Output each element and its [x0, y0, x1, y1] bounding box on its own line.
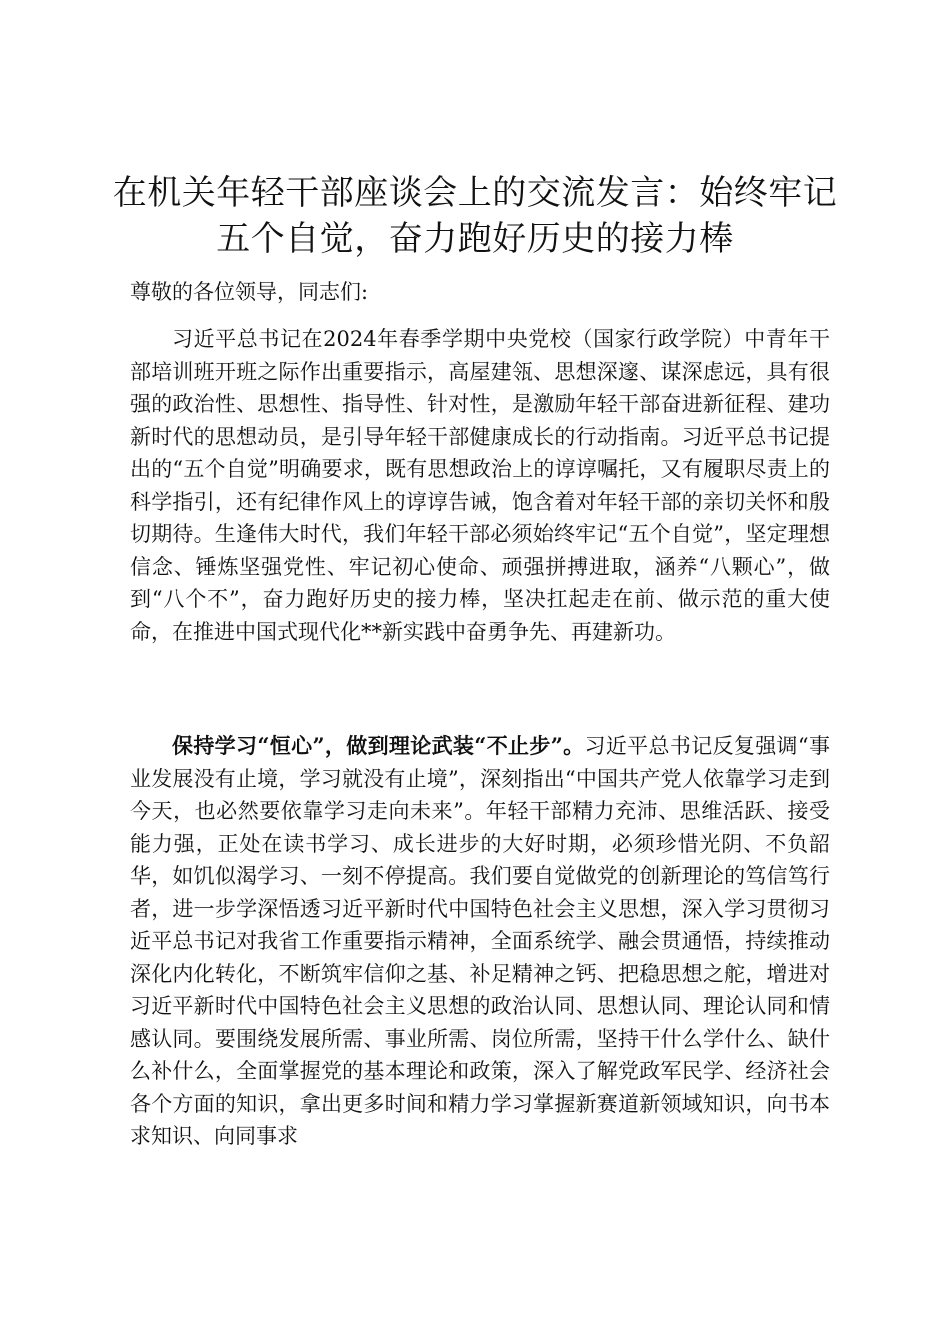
paragraph-intro	[130, 323, 830, 648]
paragraph-text: 习近平总书记在2024年春季学期中央党校（国家行政学院）中青年干部培训班开班之际作出重要指示，高屋建瓴、思想深邃、谋深虑远，具有很强的政治性、思想性、指导性、针对性，是激励年轻干部奋进新征程、建功新时代的思想动员，是引导年轻干部健康成长的行动指南。习近平总书记提出的“五个自觉”明确要求，既有思想政治上的谆谆嘱托，又有履职尽责上的科学指引，还有纪律作风上的谆谆告诫，饱含着对年轻干部的亲切关怀和殷切期待。生逢伟大时代，我们年轻干部必须始终牢记“五个自觉”，坚定理想信念、锤炼坚强党性、牢记初心使命、顽强拼搏进取，涵养“八颗心”，做到“八个不”，奋力跑好历史的接力棒，坚决扛起走在前、做示范的重大使命，在推进中国式现代化**新实践中奋勇争先、再建新功。	[130, 327, 830, 644]
paragraph-study	[130, 730, 830, 1153]
document-title: 在机关年轻干部座谈会上的交流发言：始终牢记五个自觉，奋力跑好历史的接力棒	[112, 173, 838, 259]
salutation: 尊敬的各位领导，同志们:	[130, 280, 369, 304]
paragraph-text: 习近平总书记反复强调“事业发展没有止境，学习就没有止境”，深刻指出“中国共产党人依靠学习走到今天，也必然要依靠学习走向未来”。年轻干部精力充沛、思维活跃、接受能力强，正处在读书学习、成长进步的大好时期，必须珍惜光阴、不负韶华，如饥似渴学习、一刻不停提高。我们要自觉做党的创新理论的笃信笃行者，进一步学深悟透习近平新时代中国特色社会主义思想，深入学习贯彻习近平总书记对我省工作重要指示精神，全面系统学、融会贯通悟，持续推动深化内化转化，不断筑牢信仰之基、补足精神之钙、把稳思想之舵，增进对习近平新时代中国特色社会主义思想的政治认同、思想认同、理论认同和情感认同。要围绕发展所需、事业所需、岗位所需，坚持干什么学什么、缺什么补什么，全面掌握党的基本理论和政策，深入了解党政军民学、经济社会各个方面的知识，拿出更多时间和精力学习掌握新赛道新领域知识，向书本求知识、向同事求	[130, 734, 830, 1148]
paragraph-heading: 保持学习“恒心”，做到理论武装“不止步”。	[172, 733, 585, 758]
